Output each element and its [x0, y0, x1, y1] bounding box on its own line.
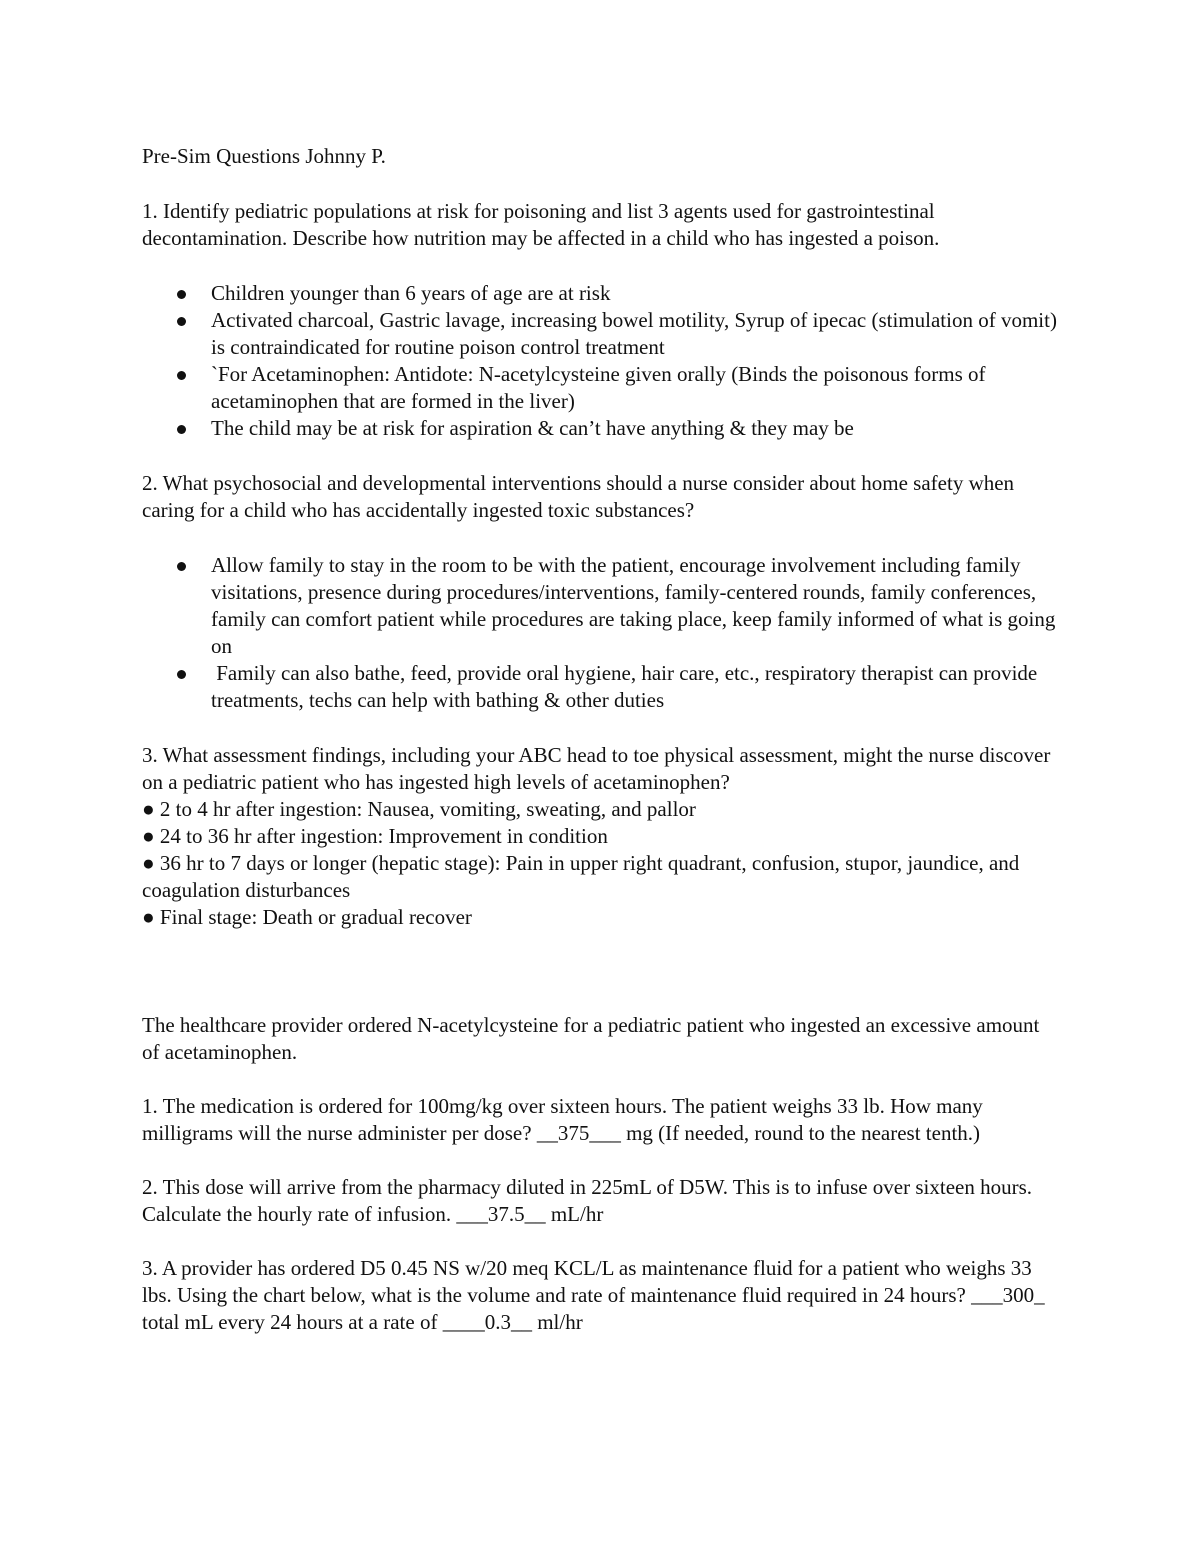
bullet-icon [177, 562, 186, 571]
list-item: `For Acetaminophen: Antidote: N-acetylcysteine given orally (Binds the poisonous forms of acetaminophen that are formed in the liver) [142, 361, 1060, 415]
list-item: Family can also bathe, feed, provide oral hygiene, hair care, etc., respiratory therapist can provide treatments, techs can help with bathing & other duties [142, 660, 1060, 714]
calculation-question-3: 3. A provider has ordered D5 0.45 NS w/20 meq KCL/L as maintenance fluid for a patient who weighs 33 lbs. Using the chart below, what is the volume and rate of maintenance fluid required in 24 hours? ___300_ total mL every 24 hours at a rate of ____0.3__ ml/hr [142, 1256, 1045, 1334]
bullet-icon [177, 317, 186, 326]
bullet-icon [177, 371, 186, 380]
question-1: 1. Identify pediatric populations at risk for poisoning and list 3 agents used for gastrointestinal decontamination. Describe how nutrition may be affected in a child who has ingested a poison. [142, 199, 940, 250]
list-item: The child may be at risk for aspiration & can’t have anything & they may be [142, 415, 1060, 442]
assessment-line: ● 2 to 4 hr after ingestion: Nausea, vomiting, sweating, and pallor [142, 797, 696, 821]
bullet-icon [177, 290, 186, 299]
document-title: Pre-Sim Questions Johnny P. [142, 144, 386, 168]
bullet-icon [177, 425, 186, 434]
bullet-icon [177, 670, 186, 679]
list-item: Activated charcoal, Gastric lavage, increasing bowel motility, Syrup of ipecac (stimulation of vomit) is contraindicated for routine poison control treatment [142, 307, 1060, 361]
calculation-question-1: 1. The medication is ordered for 100mg/kg over sixteen hours. The patient weighs 33 lb. How many milligrams will the nurse administer per dose? __375___ mg (If needed, round to the nearest tenth.) [142, 1094, 983, 1145]
list-item: Allow family to stay in the room to be with the patient, encourage involvement including family visitations, presence during procedures/interventions, family-centered rounds, family conferences, family can comfort patient while procedures are taking place, keep family informed of what is going on [142, 552, 1060, 660]
list-item: Children younger than 6 years of age are at risk [142, 280, 1060, 307]
question-2-answers [142, 552, 1060, 714]
spacer [142, 931, 1060, 1012]
question-1-answers [142, 280, 1060, 442]
assessment-line: ● 24 to 36 hr after ingestion: Improvement in condition [142, 824, 608, 848]
scenario-text: The healthcare provider ordered N-acetylcysteine for a pediatric patient who ingested an excessive amount of acetaminophen. [142, 1013, 1040, 1064]
question-3: 3. What assessment findings, including your ABC head to toe physical assessment, might the nurse discover on a pediatric patient who has ingested high levels of acetaminophen? [142, 743, 1051, 794]
question-2: 2. What psychosocial and developmental interventions should a nurse consider about home safety when caring for a child who has accidentally ingested toxic substances? [142, 471, 1015, 522]
assessment-line: ● 36 hr to 7 days or longer (hepatic stage): Pain in upper right quadrant, confusion, stupor, jaundice, and coagulation disturbances [142, 851, 1020, 902]
assessment-line: ● Final stage: Death or gradual recover [142, 905, 472, 929]
calculation-question-2: 2. This dose will arrive from the pharmacy diluted in 225mL of D5W. This is to infuse over sixteen hours. Calculate the hourly rate of infusion. ___37.5__ mL/hr [142, 1175, 1033, 1226]
